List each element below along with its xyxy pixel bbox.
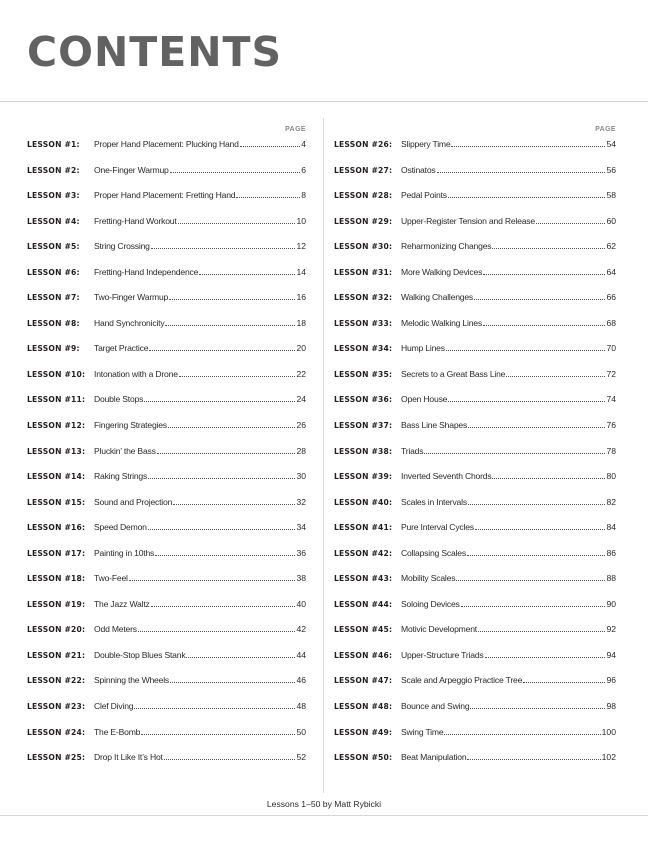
toc-entry[interactable] — [334, 570, 616, 596]
page-number[interactable]: 74 — [606, 394, 616, 405]
page-number[interactable]: 12 — [296, 241, 306, 252]
lesson-number: LESSON #32: — [334, 293, 393, 303]
dot-leader — [485, 656, 606, 658]
lesson-number: LESSON #3: — [27, 191, 80, 201]
lesson-number: LESSON #35: — [334, 369, 393, 379]
dot-leader — [437, 171, 606, 173]
dot-leader — [149, 349, 295, 351]
lesson-number: LESSON #50: — [334, 753, 393, 763]
toc-entry[interactable] — [27, 289, 306, 315]
lesson-title[interactable]: Mobility Scales — [401, 573, 456, 584]
lesson-title[interactable]: Painting in 10ths — [94, 547, 155, 558]
page-number[interactable]: 6 — [301, 164, 306, 175]
dot-leader — [474, 298, 605, 300]
lesson-title[interactable]: String Crossing — [94, 241, 150, 252]
dot-leader — [151, 605, 296, 607]
toc-entry[interactable] — [27, 494, 306, 520]
lesson-number: LESSON #45: — [334, 625, 393, 635]
toc-entry[interactable] — [334, 519, 616, 545]
toc-entry[interactable] — [334, 289, 616, 315]
lesson-number: LESSON #25: — [27, 753, 86, 763]
toc-entry[interactable] — [334, 672, 616, 698]
lesson-number: LESSON #19: — [27, 599, 86, 609]
toc-entry[interactable] — [27, 519, 306, 545]
lesson-title[interactable]: Raking Strings — [94, 471, 148, 482]
lesson-title[interactable]: Hump Lines — [401, 343, 445, 354]
toc-entry[interactable] — [334, 545, 616, 571]
lesson-title[interactable]: Bounce and Swing — [401, 701, 470, 712]
dot-leader — [179, 375, 296, 377]
page-number[interactable]: 70 — [606, 343, 616, 354]
toc-entry[interactable] — [334, 136, 616, 162]
page-column-heading: PAGE — [285, 126, 306, 133]
lesson-number: LESSON #17: — [27, 548, 86, 558]
toc-entry[interactable] — [334, 724, 616, 750]
lesson-title[interactable]: Soloing Devices — [401, 598, 460, 609]
dot-leader — [478, 630, 605, 632]
page-number[interactable]: 100 — [601, 726, 616, 737]
toc-entry[interactable] — [334, 315, 616, 341]
page-number[interactable]: 68 — [606, 317, 616, 328]
lesson-number: LESSON #48: — [334, 702, 393, 712]
lesson-title[interactable]: Pedal Points — [401, 190, 447, 201]
page-number[interactable]: 88 — [606, 573, 616, 584]
toc-entry[interactable] — [334, 391, 616, 417]
entry-list — [27, 136, 306, 775]
dot-leader — [467, 758, 600, 760]
dot-leader — [467, 554, 606, 556]
toc-entry[interactable] — [27, 570, 306, 596]
lesson-number: LESSON #22: — [27, 676, 86, 686]
page-number[interactable]: 78 — [606, 445, 616, 456]
toc-entry[interactable] — [27, 315, 306, 341]
dot-leader — [144, 400, 295, 402]
toc-entry[interactable] — [27, 213, 306, 239]
lesson-title[interactable]: Open House — [401, 394, 448, 405]
contents-column-left — [27, 124, 306, 775]
dot-leader — [170, 171, 301, 173]
dot-leader — [170, 681, 295, 683]
page-number[interactable]: 92 — [606, 624, 616, 635]
lesson-title[interactable]: Target Practice — [94, 343, 149, 354]
lesson-number: LESSON #47: — [334, 676, 393, 686]
toc-entry[interactable] — [27, 264, 306, 290]
toc-entry[interactable] — [27, 417, 306, 443]
dot-leader — [240, 145, 301, 147]
toc-entry[interactable] — [27, 187, 306, 213]
dot-leader — [138, 630, 296, 632]
toc-entry[interactable] — [334, 187, 616, 213]
dot-leader — [157, 452, 296, 454]
lesson-title[interactable]: Reharmonizing Changes — [401, 241, 492, 252]
lesson-number: LESSON #43: — [334, 574, 393, 584]
lesson-number: LESSON #13: — [27, 446, 86, 456]
lesson-number: LESSON #44: — [334, 599, 393, 609]
lesson-title[interactable]: Double Stops — [94, 394, 144, 405]
lesson-number: LESSON #15: — [27, 497, 86, 507]
page-number[interactable]: 22 — [296, 368, 306, 379]
page-number[interactable]: 52 — [296, 752, 306, 763]
lesson-number: LESSON #34: — [334, 344, 393, 354]
lesson-number: LESSON #2: — [27, 165, 80, 175]
dot-leader — [456, 579, 605, 581]
toc-entry[interactable] — [27, 647, 306, 673]
lesson-number: LESSON #37: — [334, 421, 393, 431]
lesson-title[interactable]: Sound and Projection — [94, 496, 173, 507]
page-number[interactable]: 14 — [296, 266, 306, 277]
page-number[interactable]: 86 — [606, 547, 616, 558]
bottom-rule — [0, 815, 648, 816]
lesson-number: LESSON #40: — [334, 497, 393, 507]
toc-entry[interactable] — [334, 340, 616, 366]
lesson-title[interactable]: More Walking Devices — [401, 266, 483, 277]
page-number[interactable]: 72 — [606, 368, 616, 379]
lesson-title[interactable]: Speed Demon — [94, 522, 147, 533]
toc-entry[interactable] — [27, 443, 306, 469]
toc-entry[interactable] — [27, 391, 306, 417]
lesson-title[interactable]: Clef Diving — [94, 701, 134, 712]
lesson-title[interactable]: Fingering Strategies — [94, 420, 167, 431]
toc-entry[interactable] — [334, 162, 616, 188]
footer-credit: Lessons 1–50 by Matt Rybicki — [266, 799, 382, 809]
lesson-title[interactable]: Bass Line Shapes — [401, 420, 468, 431]
toc-entry[interactable] — [27, 596, 306, 622]
dot-leader — [178, 222, 296, 224]
page-number[interactable]: 80 — [606, 471, 616, 482]
page-number[interactable]: 90 — [606, 598, 616, 609]
lesson-title[interactable]: Triads — [401, 445, 424, 456]
dot-leader — [461, 605, 606, 607]
page-number[interactable]: 26 — [296, 420, 306, 431]
lesson-number: LESSON #49: — [334, 727, 393, 737]
dot-leader — [468, 426, 605, 428]
page-number[interactable]: 16 — [296, 292, 306, 303]
lesson-number: LESSON #9: — [27, 344, 80, 354]
page-number[interactable]: 40 — [296, 598, 306, 609]
lesson-number: LESSON #1: — [27, 140, 80, 149]
contents-column-right — [334, 124, 616, 775]
lesson-title[interactable]: Walking Challenges — [401, 292, 474, 303]
page-number[interactable]: 58 — [606, 190, 616, 201]
lesson-title[interactable]: Fretting-Hand Independence — [94, 266, 199, 277]
lesson-number: LESSON #38: — [334, 446, 393, 456]
toc-entry[interactable] — [334, 417, 616, 443]
dot-leader — [446, 349, 606, 351]
dot-leader — [448, 400, 605, 402]
lesson-title[interactable]: Scale and Arpeggio Practice Tree — [401, 675, 523, 686]
page-number[interactable]: 8 — [301, 190, 306, 201]
lesson-title[interactable]: Pure Interval Cycles — [401, 522, 474, 533]
lesson-number: LESSON #36: — [334, 395, 393, 405]
dot-leader — [165, 324, 295, 326]
lesson-title[interactable]: Drop It Like It’s Hot — [94, 752, 163, 763]
lesson-title[interactable]: Fretting-Hand Workout — [94, 215, 177, 226]
dot-leader — [444, 733, 600, 735]
page-number[interactable]: 48 — [296, 701, 306, 712]
lesson-title[interactable]: Inverted Seventh Chords — [401, 471, 492, 482]
lesson-number: LESSON #4: — [27, 216, 80, 226]
page-number[interactable]: 94 — [606, 649, 616, 660]
lesson-number: LESSON #28: — [334, 191, 393, 201]
dot-leader — [448, 196, 606, 198]
toc-entry[interactable] — [27, 366, 306, 392]
lesson-number: LESSON #33: — [334, 318, 393, 328]
lesson-number: LESSON #10: — [27, 369, 86, 379]
page-number[interactable]: 76 — [606, 420, 616, 431]
toc-entry[interactable] — [334, 366, 616, 392]
lesson-number: LESSON #8: — [27, 318, 80, 328]
toc-entry[interactable] — [334, 698, 616, 724]
lesson-title[interactable]: Odd Meters — [94, 624, 137, 635]
toc-entry[interactable] — [334, 647, 616, 673]
toc-entry[interactable] — [27, 749, 306, 775]
page-number[interactable]: 42 — [296, 624, 306, 635]
toc-entry[interactable] — [334, 621, 616, 647]
lesson-title[interactable]: Slippery Time — [401, 139, 451, 149]
dot-leader — [492, 477, 605, 479]
toc-entry[interactable] — [27, 340, 306, 366]
dot-leader — [506, 375, 605, 377]
lesson-title[interactable]: Pluckin’ the Bass — [94, 445, 156, 456]
lesson-title[interactable]: One-Finger Warmup — [94, 164, 169, 175]
lesson-title[interactable]: Proper Hand Placement: Fretting Hand — [94, 190, 236, 201]
page-number[interactable]: 30 — [296, 471, 306, 482]
page-number[interactable]: 18 — [296, 317, 306, 328]
page-number[interactable]: 34 — [296, 522, 306, 533]
lesson-title[interactable]: Melodic Walking Lines — [401, 317, 482, 328]
lesson-number: LESSON #12: — [27, 421, 86, 431]
toc-entry[interactable] — [27, 468, 306, 494]
page-title: CONTENTS — [27, 28, 283, 76]
toc-entry[interactable] — [27, 621, 306, 647]
lesson-number: LESSON #26: — [334, 140, 393, 149]
lesson-number: LESSON #39: — [334, 472, 393, 482]
lesson-number: LESSON #29: — [334, 216, 393, 226]
lesson-number: LESSON #42: — [334, 548, 393, 558]
toc-entry[interactable] — [334, 596, 616, 622]
dot-leader — [173, 503, 295, 505]
toc-entry[interactable] — [27, 545, 306, 571]
lesson-number: LESSON #7: — [27, 293, 80, 303]
dot-leader — [148, 477, 295, 479]
dot-leader — [451, 145, 605, 147]
lesson-number: LESSON #20: — [27, 625, 86, 635]
page-number[interactable]: 82 — [606, 496, 616, 507]
lesson-number: LESSON #46: — [334, 650, 393, 660]
lesson-number: LESSON #24: — [27, 727, 86, 737]
page-number[interactable]: 46 — [296, 675, 306, 686]
page-number[interactable]: 50 — [296, 726, 306, 737]
lesson-number: LESSON #31: — [334, 267, 393, 277]
page-number[interactable]: 38 — [296, 573, 306, 584]
dot-leader — [523, 681, 605, 683]
toc-entry[interactable] — [27, 672, 306, 698]
page-number[interactable]: 10 — [296, 215, 306, 226]
lesson-title[interactable]: Ostinatos — [401, 164, 436, 175]
page-column-heading: PAGE — [595, 126, 616, 133]
lesson-title[interactable]: Hand Synchronicity — [94, 317, 165, 328]
lesson-title[interactable]: Upper-Register Tension and Release — [401, 215, 535, 226]
toc-entry[interactable] — [334, 264, 616, 290]
dot-leader — [470, 707, 605, 709]
lesson-title[interactable]: Motivic Development — [401, 624, 477, 635]
page-number[interactable]: 28 — [296, 445, 306, 456]
dot-leader — [148, 528, 296, 530]
dot-leader — [199, 273, 295, 275]
lesson-title[interactable]: Upper-Structure Triads — [401, 649, 484, 660]
toc-entry[interactable] — [334, 749, 616, 775]
dot-leader — [134, 707, 295, 709]
page-number[interactable]: 36 — [296, 547, 306, 558]
page-number[interactable]: 102 — [601, 752, 616, 763]
dot-leader — [492, 247, 605, 249]
toc-entry[interactable] — [334, 494, 616, 520]
dot-leader — [155, 554, 295, 556]
page-number[interactable]: 32 — [296, 496, 306, 507]
lesson-number: LESSON #30: — [334, 242, 393, 252]
dot-leader — [186, 656, 295, 658]
dot-leader — [483, 273, 605, 275]
toc-entry[interactable] — [27, 136, 306, 162]
lesson-title[interactable]: Spinning the Wheels — [94, 675, 170, 686]
lesson-title[interactable]: Two-Finger Warmup — [94, 292, 169, 303]
page-number[interactable]: 24 — [296, 394, 306, 405]
page-number[interactable]: 66 — [606, 292, 616, 303]
page-number[interactable]: 98 — [606, 701, 616, 712]
dot-leader — [536, 222, 605, 224]
lesson-title[interactable]: Beat Manipulation — [401, 752, 467, 763]
page-number[interactable]: 4 — [301, 139, 306, 149]
page-number[interactable]: 44 — [296, 649, 306, 660]
lesson-number: LESSON #41: — [334, 523, 393, 533]
dot-leader — [468, 503, 606, 505]
lesson-title[interactable]: The E-Bomb — [94, 726, 141, 737]
dot-leader — [129, 579, 296, 581]
page-number[interactable]: 20 — [296, 343, 306, 354]
toc-entry[interactable] — [27, 724, 306, 750]
page-number[interactable]: 54 — [606, 139, 616, 149]
lesson-number: LESSON #16: — [27, 523, 86, 533]
lesson-number: LESSON #27: — [334, 165, 393, 175]
page-number[interactable]: 62 — [606, 241, 616, 252]
entry-list — [334, 136, 616, 775]
toc-entry[interactable] — [334, 238, 616, 264]
dot-leader — [141, 733, 295, 735]
page-number[interactable]: 64 — [606, 266, 616, 277]
top-rule — [0, 101, 648, 102]
dot-leader — [424, 452, 605, 454]
dot-leader — [236, 196, 300, 198]
page-number[interactable]: 60 — [606, 215, 616, 226]
dot-leader — [151, 247, 296, 249]
lesson-number: LESSON #6: — [27, 267, 80, 277]
lesson-title[interactable]: Swing Time — [401, 726, 444, 737]
lesson-number: LESSON #21: — [27, 650, 86, 660]
toc-entry[interactable] — [27, 162, 306, 188]
toc-entry[interactable] — [334, 468, 616, 494]
dot-leader — [483, 324, 605, 326]
page-number[interactable]: 84 — [606, 522, 616, 533]
lesson-number: LESSON #5: — [27, 242, 80, 252]
toc-entry[interactable] — [334, 213, 616, 239]
toc-entry[interactable] — [27, 698, 306, 724]
lesson-title[interactable]: Proper Hand Placement: Plucking Hand — [94, 139, 239, 149]
toc-entry[interactable] — [27, 238, 306, 264]
dot-leader — [475, 528, 606, 530]
dot-leader — [168, 426, 296, 428]
dot-leader — [164, 758, 296, 760]
lesson-title[interactable]: Scales in Intervals — [401, 496, 467, 507]
page-number[interactable]: 56 — [606, 164, 616, 175]
lesson-title[interactable]: Two-Feel — [94, 573, 128, 584]
dot-leader — [169, 298, 295, 300]
toc-entry[interactable] — [334, 443, 616, 469]
page-number[interactable]: 96 — [606, 675, 616, 686]
lesson-title[interactable]: The Jazz Waltz — [94, 598, 150, 609]
lesson-title[interactable]: Collapsing Scales — [401, 547, 466, 558]
lesson-number: LESSON #23: — [27, 702, 86, 712]
lesson-title[interactable]: Double-Stop Blues Stank — [94, 649, 186, 660]
lesson-title[interactable]: Intonation with a Drone — [94, 368, 178, 379]
lesson-title[interactable]: Secrets to a Great Bass Line — [401, 368, 506, 379]
lesson-number: LESSON #14: — [27, 472, 86, 482]
lesson-number: LESSON #18: — [27, 574, 86, 584]
lesson-number: LESSON #11: — [27, 395, 86, 405]
column-divider — [323, 118, 324, 793]
